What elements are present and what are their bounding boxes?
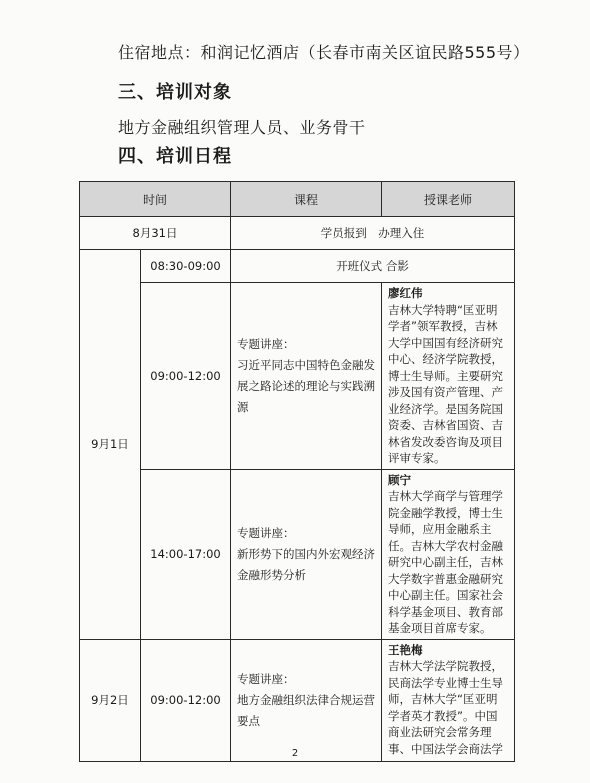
header-course: 课程 <box>231 182 382 217</box>
session-teacher <box>382 469 515 639</box>
table-row <box>80 639 515 761</box>
table-row <box>80 283 515 470</box>
lodging-line: 住宿地点：和润记忆酒店（长春市南关区谊民路555号） <box>118 43 530 62</box>
teacher-name: 顾宁 <box>388 472 412 487</box>
day2-date: 9月2日 <box>80 639 141 761</box>
teacher-name: 廖红伟 <box>388 286 423 300</box>
topic-text: 新形势下的国内外宏观经济金融形势分析 <box>237 546 376 582</box>
teacher-bio: 吉林大学法学院教授，民商法学专业博士生导师，吉林大学“匡亚明学者英才教授”。中国商业法研究会常务理事、中国法学会商法学 <box>388 659 504 756</box>
registration-date: 8月31日 <box>80 217 231 250</box>
day1-date: 9月1日 <box>80 250 141 640</box>
teacher-name: 王艳梅 <box>388 642 423 657</box>
table-row <box>80 469 515 639</box>
header-teacher: 授课老师 <box>382 182 515 217</box>
table-row <box>80 217 515 250</box>
registration-activity: 学员报到 办理入住 <box>231 217 515 250</box>
teacher-bio: 吉林大学特聘“匡亚明学者”领军教授，吉林大学中国国有经济研究中心、经济学院教授，博士生导师。主要研究涉及国有资产管理、产业经济学。是国务院国资委、吉林省国资、吉林省发改委咨询及项目评审专家。 <box>388 302 504 465</box>
session-topic <box>231 469 382 639</box>
section-title-target: 三、培训对象 <box>118 82 232 103</box>
topic-label: 专题讲座： <box>237 336 295 351</box>
opening-activity: 开班仪式 合影 <box>231 250 515 283</box>
session-time: 14:00-17:00 <box>141 469 231 639</box>
table-header-row <box>80 182 515 217</box>
topic-label: 专题讲座： <box>237 671 295 686</box>
topic-text: 地方金融组织法律合规运营要点 <box>237 692 376 728</box>
session-topic <box>231 283 382 470</box>
session-time: 09:00-12:00 <box>141 283 231 470</box>
session-teacher <box>382 283 515 470</box>
topic-text: 习近平同志中国特色金融发展之路论述的理论与实践溯源 <box>237 357 376 414</box>
session-time: 09:00-12:00 <box>141 639 231 761</box>
training-target-line: 地方金融组织管理人员、业务骨干 <box>118 118 366 137</box>
session-teacher <box>382 639 515 761</box>
topic-label: 专题讲座： <box>237 525 295 540</box>
table-row <box>80 250 515 283</box>
opening-time: 08:30-09:00 <box>141 250 231 283</box>
section-title-schedule: 四、培训日程 <box>118 146 232 167</box>
session-topic <box>231 639 382 761</box>
teacher-bio: 吉林大学商学与管理学院金融学教授，博士生导师，应用金融系主任。吉林大学农村金融研究中心副主任，吉林大学数字普惠金融研究中心副主任。国家社会科学基金项目、教育部基金项目首席专家。 <box>388 489 504 635</box>
schedule-table <box>79 181 515 762</box>
header-time: 时间 <box>80 182 231 217</box>
page-number: 2 <box>291 748 299 759</box>
